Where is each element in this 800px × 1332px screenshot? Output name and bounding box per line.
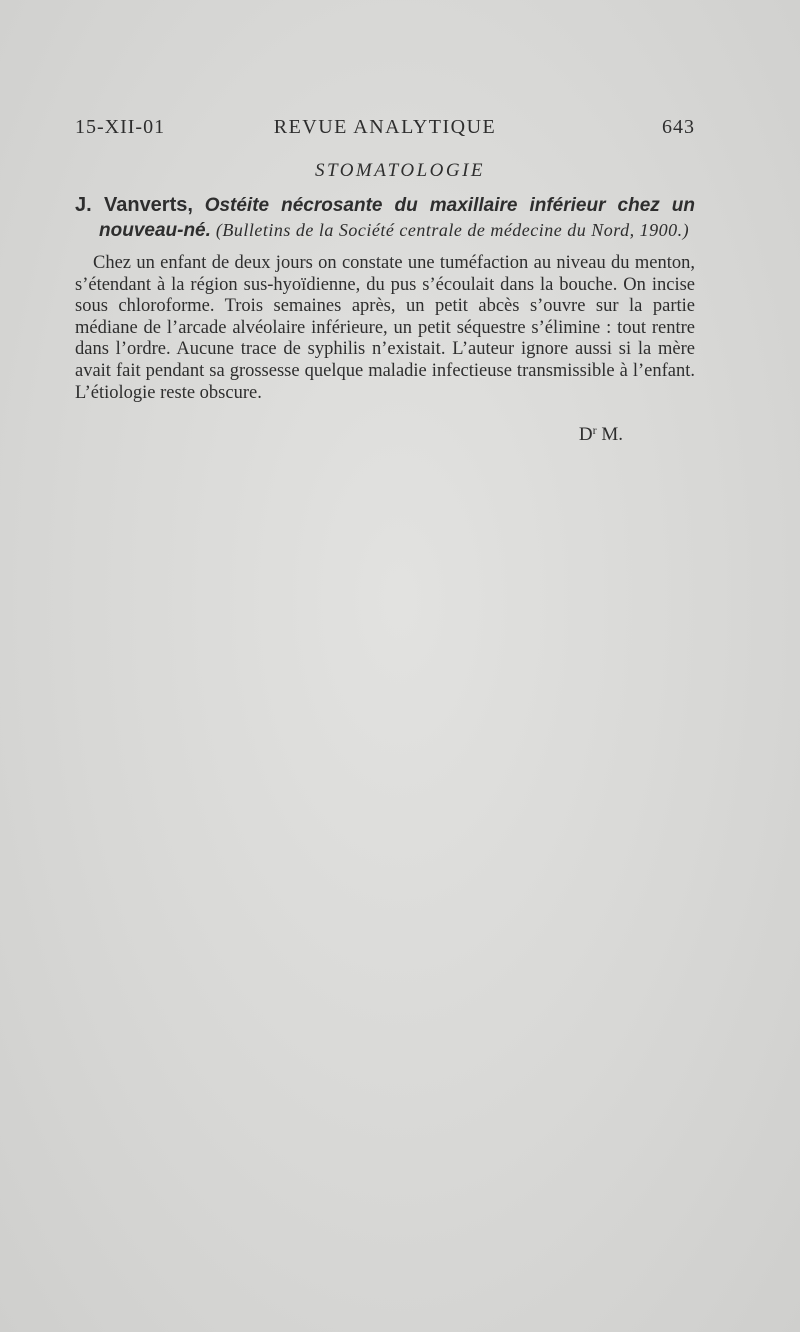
issue-date: 15-XII-01 <box>75 116 166 138</box>
signature-superscript: r <box>592 422 597 437</box>
running-title: REVUE ANALYTIQUE <box>273 116 497 138</box>
running-header <box>75 116 695 146</box>
signature <box>75 423 695 446</box>
citation <box>75 193 695 243</box>
article-author: J. Vanverts, <box>75 194 193 216</box>
article-body: Chez un enfant de deux jours on constate une tuméfaction au niveau du menton, s’étendant à la région sus-hyoïdienne, du pus s’écoulait dans la bouche. On incise sous chloroforme. Trois semaines après, un petit abcès s’ouvre sur la partie médiane de l’arcade alvéolaire inférieure, un petit séquestre s’élimine : tout rentre dans l’ordre. Aucune trace de syphilis n’existait. L’auteur ignore aussi si la mère avait fait pendant sa grossesse quelque maladie infectieuse transmissible à l’enfant. L’étiologie reste obscure. <box>75 253 695 403</box>
page-number: 643 <box>662 116 695 138</box>
section-title: STOMATOLOGIE <box>314 160 486 181</box>
article <box>75 193 695 446</box>
article-title: Ostéite nécrosante du maxillaire inférieur chez un nouveau-né. <box>99 195 695 241</box>
article-source: (Bulletins de la Société centrale de médecine du Nord, 1900.) <box>215 220 690 240</box>
signature-prefix: D <box>578 423 593 445</box>
signature-name: M. <box>596 423 623 445</box>
